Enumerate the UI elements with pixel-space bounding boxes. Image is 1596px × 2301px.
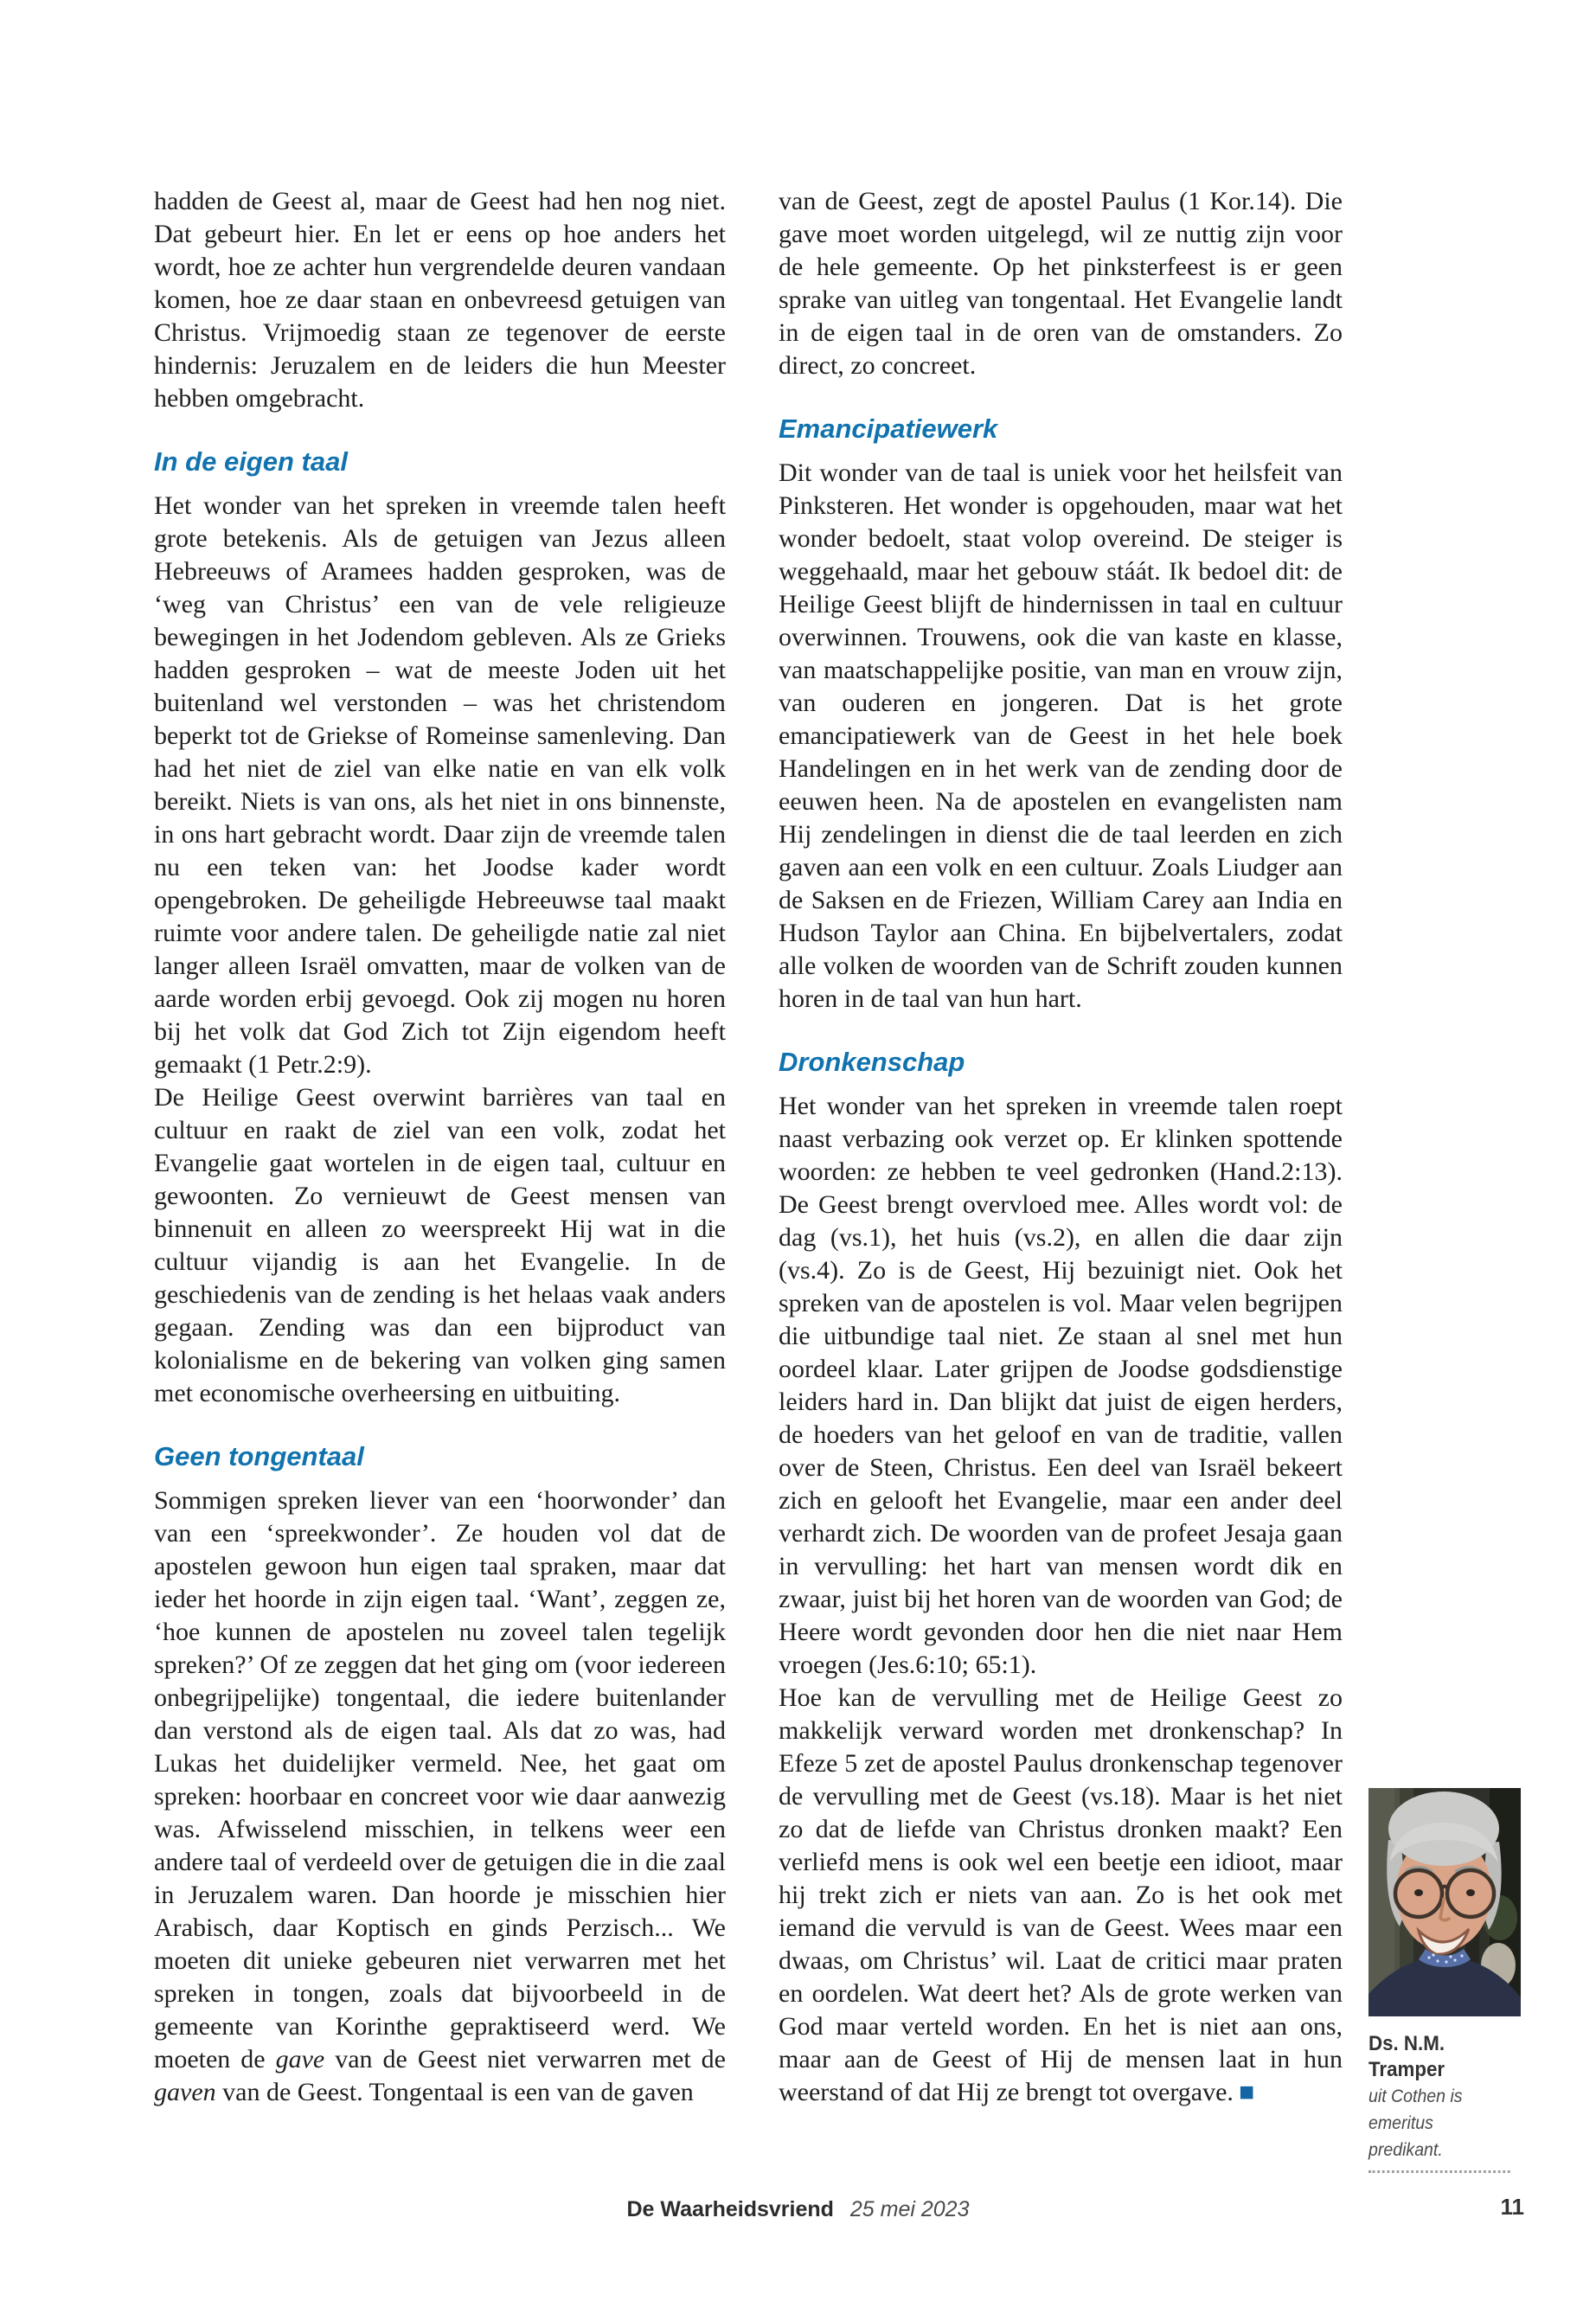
magazine-title: De Waarheidsvriend (626, 2197, 834, 2221)
paragraph-intro-continued: hadden de Geest al, maar de Geest had hen nog niet. Dat gebeurt hier. En let er eens op hoe anders het wordt, hoe ze achter hun vergrendelde deuren vandaan komen, hoe ze daar staan en onbevreesd getuigen van Christus. Vrijmoedig staan ze tegenover de eerste hindernis: Jeruzalem en de leiders die hun Meester hebben omgebracht. (154, 187, 726, 413)
section-heading-in-de-eigen-taal: In de eigen taal (154, 446, 348, 477)
caption-divider (1368, 2170, 1510, 2173)
page-footer (0, 2197, 1596, 2222)
author-bio (1368, 2083, 1526, 2163)
paragraph-body: Het wonder van het spreken in vreemde talen heeft grote betekenis. Als de getuigen van Jezus alleen Hebreeuws of Aramees hadden gesproken, was de ‘weg van Christus’ een van de vele religieuze bewegingen in het Jodendom gebleven. Als ze Grieks hadden gesproken – wat de meeste Joden uit het buitenland wel verstonden – was het christendom beperkt tot de Griekse of Romeinse samenleving. Dan had het niet de ziel van elke natie en van elk volk bereikt. Niets is van ons, als het niet in ons binnenste, in ons hart gebracht wordt. Daar zijn de vreemde talen nu een teken van: het Joodse kader wordt opengebroken. De geheiligde Hebreeuwse taal maakt ruimte voor andere talen. De geheiligde natie zal niet langer alleen Israël omvatten, maar de volken van de aarde worden erbij gevoegd. Ook zij mogen nu horen bij het volk dat God Zich tot Zijn eigendom heeft gemaakt (1 Petr.2:9). (154, 491, 726, 1079)
paragraph-body: van de Geest, zegt de apostel Paulus (1 Kor.14). Die gave moet worden uitgelegd, wil ze nuttig zijn voor de hele gemeente. Op het pinksterfeest is er geen sprake van uitleg van tongentaal. Het Evangelie landt in de eigen taal in de oren van de omstanders. Zo direct, zo concreet. (779, 187, 1343, 380)
emphasized-word: gave (275, 2045, 325, 2073)
paragraph-text: Hoe kan de vervulling met de Heilige Geest zo makkelijk verward worden met dronkenschap? In Efeze 5 zet de apostel Paulus dronkenschap tegenover de vervulling met de Geest (vs.18). Maar is het niet zo dat de liefde van Christus dronken maakt? Een verliefd mens is ook wel een beetje een idioot, maar hij trekt zich er niets van aan. Zo is het ook met iemand die vervuld is van de Geest. Wees maar een dwaas, om Christus’ wil. Laat de critici maar praten en oordelen. Wat deert het? Als de grote werken van God maar verteld worden. En het is niet aan ons, maar aan de Geest of Hij de mensen laat in hun weerstand of dat Hij ze brengt tot overgave. (779, 1683, 1343, 2106)
paragraph-body: Het wonder van het spreken in vreemde talen roept naast verbazing ook verzet op. Er klinken spottende woorden: ze hebben te veel gedronken (Hand.2:13). De Geest brengt overvloed mee. Alles wordt vol: de dag (vs.1), het huis (vs.2), en allen die daar zijn (vs.4). Zo is de Geest, Hij bezuinigt niet. Ook het spreken van de apostelen is vol. Maar velen begrijpen die uitbundige taal niet. Ze staan al snel met hun oordeel klaar. Later grijpen de Joodse godsdienstige leiders hard in. Dan blijkt dat juist de eigen herders, de hoeders van het geloof en van de traditie, vallen over de Steen, Christus. Een deel van Israël bekeert zich en gelooft het Evangelie, maar een ander deel verhardt zich. De woorden van de profeet Jesaja gaan in vervulling: het hart van mensen wordt dik en zwaar, juist bij het horen van de woorden van God; de Heere wordt gevonden door hen die niet naar Hem vroegen (Jes.6:10; 65:1). (779, 1092, 1343, 1679)
section-heading-geen-tongentaal: Geen tongentaal (154, 1441, 364, 1471)
article-column-right (779, 185, 1343, 2109)
paragraph-body: Dit wonder van de taal is uniek voor het heilsfeit van Pinksteren. Het wonder is opgehouden, maar wat het wonder bedoelt, staat volop overeind. De steiger is weggehaald, maar het gebouw stáát. Ik bedoel dit: de Heilige Geest blijft de hindernissen in taal en cultuur overwinnen. Trouwens, ook die van kaste en klasse, van maatschappelijke positie, van man en vrouw zijn, van ouderen en jongeren. Dat is het grote emancipatiewerk van de Geest in het hele boek Handelingen en in het werk van de zending door de eeuwen heen. Na de apostelen en evangelisten nam Hij zendelingen in dienst die de taal leerden en zich gaven aan een volk en een cultuur. Zoals Liudger aan de Saksen en de Friezen, William Carey aan India en Hudson Taylor aan China. En bijbelvertalers, zodat alle volken de woorden van de Schrift zouden kunnen horen in de taal van hun hart. (779, 458, 1343, 1013)
section-heading-dronkenschap: Dronkenschap (779, 1047, 965, 1077)
paragraph-body: De Heilige Geest overwint barrières van taal en cultuur en raakt de ziel van een volk, zodat het Evangelie gaat wortelen in de eigen taal, cultuur en gewoonten. Zo vernieuwt de Geest mensen van binnenuit en alleen zo weerspreekt Hij wat in die cultuur vijandig is aan het Evangelie. In de geschiedenis van de zending is het helaas vaak anders gegaan. Zending was dan een bijproduct van kolonialisme en de bekering van volken ging samen met economische overheersing en uitbuiting. (154, 1083, 726, 1407)
author-caption (1368, 2031, 1526, 2173)
author-bio-line: uit Cothen is emeritus (1368, 2086, 1463, 2133)
paragraph-body (779, 1682, 1343, 2109)
section-heading-emancipatiewerk: Emancipatiewerk (779, 413, 998, 444)
emphasized-word: gaven (154, 2078, 216, 2106)
article-column-left (154, 185, 726, 2109)
page-number: 11 (1500, 2194, 1524, 2220)
author-photo (1368, 1788, 1521, 2016)
issue-date: 25 mei 2023 (849, 2197, 970, 2221)
paragraph-text: van de Geest niet verwarren met de (324, 2045, 726, 2073)
author-bio-line: predikant. (1368, 2140, 1443, 2160)
paragraph-body (154, 1484, 726, 2109)
author-portrait-graphic (1368, 1788, 1521, 2016)
paragraph-text: Sommigen spreken liever van een ‘hoorwonder’ dan van een ‘spreekwonder’. Ze houden vol dat de apostelen gewoon hun eigen taal spraken, maar dat ieder het hoorde in zijn eigen taal. ‘Want’, zeggen ze, ‘hoe kunnen de apostelen nu zoveel talen tegelijk spreken?’ Of ze zeggen dat het ging om (voor iedereen onbegrijpelijke) tongentaal, die iedere buitenlander dan verstond als de eigen taal. Als dat zo was, had Lukas het duidelijker vermeld. Nee, het gaat om spreken: hoorbaar en concreet voor wie daar aanwezig was. Afwisselend misschien, in telkens weer een andere taal of verdeeld over de getuigen die in die zaal in Jeruzalem waren. Dan hoorde je misschien hier Arabisch, daar Koptisch en ginds Perzisch... We moeten dit unieke gebeuren niet verwarren met het spreken in tongen, zoals dat bijvoorbeeld in de gemeente van Korinthe gepraktiseerd werd. We moeten de (154, 1486, 726, 2073)
paragraph-text: van de Geest. Tongentaal is een van de gaven (215, 2078, 694, 2106)
author-name: Ds. N.M. Tramper (1368, 2032, 1445, 2081)
end-of-article-marker: ■ (1238, 2078, 1255, 2106)
